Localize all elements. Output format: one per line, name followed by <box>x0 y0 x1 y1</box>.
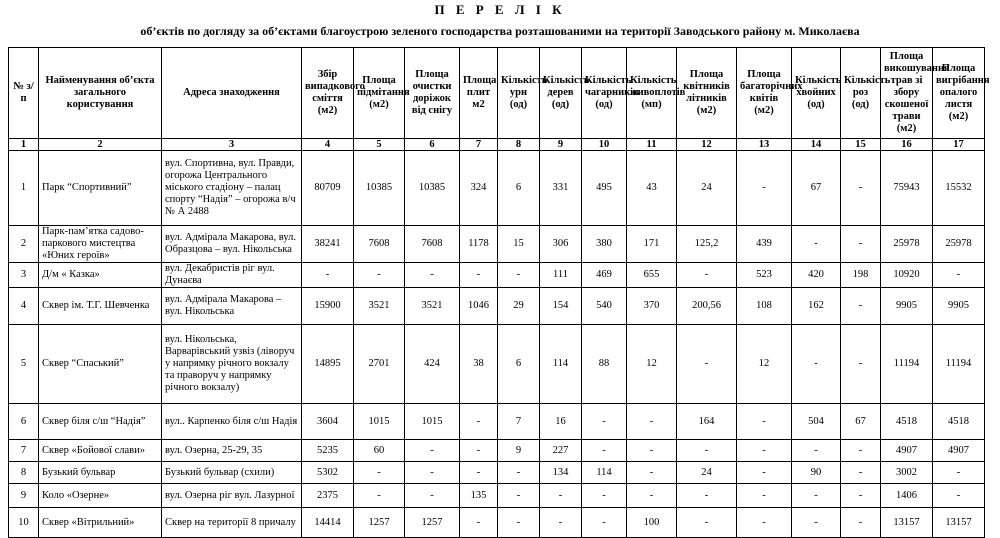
column-header: Кількість чагарників (од) <box>582 48 627 139</box>
document-title: П Е Р Е Л І К <box>434 2 566 17</box>
column-number: 15 <box>841 139 881 151</box>
column-number: 7 <box>460 139 498 151</box>
value-cell: - <box>582 404 627 440</box>
value-cell: 4907 <box>933 440 985 462</box>
value-cell: - <box>405 484 460 508</box>
value-cell: 495 <box>582 151 627 226</box>
header-row <box>9 48 985 139</box>
value-cell: - <box>677 508 737 538</box>
table-row <box>9 325 985 404</box>
column-header: Площа вигрібання опалого листя (м2) <box>933 48 985 139</box>
object-address: вул. Спортивна, вул. Правди, огорожа Центрального міського стадіону – палац спорту “Надія” – огорожа в/ч № А 2488 <box>162 151 302 226</box>
value-cell: 164 <box>677 404 737 440</box>
value-cell: - <box>933 462 985 484</box>
value-cell: 200,56 <box>677 288 737 325</box>
value-cell: 1178 <box>460 226 498 263</box>
value-cell: 9905 <box>933 288 985 325</box>
value-cell: - <box>627 440 677 462</box>
value-cell: - <box>677 263 737 288</box>
value-cell: - <box>737 462 792 484</box>
column-header: Найменування об’єкта загального користування <box>39 48 162 139</box>
value-cell: 38 <box>460 325 498 404</box>
value-cell: 198 <box>841 263 881 288</box>
value-cell: 7608 <box>354 226 405 263</box>
column-number: 17 <box>933 139 985 151</box>
value-cell: 25978 <box>881 226 933 263</box>
table-row <box>9 462 985 484</box>
table-body <box>9 151 985 538</box>
value-cell: 88 <box>582 325 627 404</box>
column-header: Площа квітників літників (м2) <box>677 48 737 139</box>
value-cell: 1406 <box>881 484 933 508</box>
value-cell: 380 <box>582 226 627 263</box>
object-name: Парк-пам’ятка садово-паркового мистецтва «Юних героїв» <box>39 226 162 263</box>
value-cell: 108 <box>737 288 792 325</box>
object-address: вул. Адмірала Макарова – вул. Нікольська <box>162 288 302 325</box>
value-cell: - <box>582 440 627 462</box>
value-cell: 90 <box>792 462 841 484</box>
value-cell: - <box>460 440 498 462</box>
value-cell: 13157 <box>881 508 933 538</box>
value-cell: - <box>792 226 841 263</box>
value-cell: - <box>841 440 881 462</box>
value-cell: - <box>498 462 540 484</box>
value-cell: 5302 <box>302 462 354 484</box>
value-cell: - <box>498 508 540 538</box>
value-cell: 5235 <box>302 440 354 462</box>
column-number-row <box>9 139 985 151</box>
object-name: Парк “Спортивний” <box>39 151 162 226</box>
column-number: 13 <box>737 139 792 151</box>
value-cell: 12 <box>627 325 677 404</box>
value-cell: - <box>841 508 881 538</box>
value-cell: 162 <box>792 288 841 325</box>
object-name: Сквер “Спаський” <box>39 325 162 404</box>
column-number: 5 <box>354 139 405 151</box>
object-name: Коло «Озерне» <box>39 484 162 508</box>
value-cell: 7608 <box>405 226 460 263</box>
value-cell: - <box>841 288 881 325</box>
value-cell: 125,2 <box>677 226 737 263</box>
value-cell: - <box>792 440 841 462</box>
table-row <box>9 508 985 538</box>
value-cell: - <box>841 484 881 508</box>
value-cell: - <box>627 462 677 484</box>
object-address: вул. Озерна ріг вул. Лазурної <box>162 484 302 508</box>
value-cell: - <box>460 508 498 538</box>
value-cell: - <box>737 508 792 538</box>
object-name: Д/м « Казка» <box>39 263 162 288</box>
value-cell: 14895 <box>302 325 354 404</box>
value-cell: - <box>627 484 677 508</box>
value-cell: - <box>405 462 460 484</box>
value-cell: - <box>460 263 498 288</box>
value-cell: 9905 <box>881 288 933 325</box>
value-cell: - <box>498 263 540 288</box>
value-cell: 1046 <box>460 288 498 325</box>
value-cell: 227 <box>540 440 582 462</box>
value-cell: 324 <box>460 151 498 226</box>
value-cell: - <box>933 263 985 288</box>
column-header: № з/п <box>9 48 39 139</box>
value-cell: - <box>737 404 792 440</box>
value-cell: 111 <box>540 263 582 288</box>
column-header: Площа очистки доріжок від снігу <box>405 48 460 139</box>
column-header: Кількість урн (од) <box>498 48 540 139</box>
value-cell: 134 <box>540 462 582 484</box>
value-cell: 80709 <box>302 151 354 226</box>
value-cell: 7 <box>498 404 540 440</box>
value-cell: 6 <box>498 151 540 226</box>
column-number: 3 <box>162 139 302 151</box>
value-cell: - <box>933 484 985 508</box>
value-cell: 655 <box>627 263 677 288</box>
row-number: 6 <box>9 404 39 440</box>
value-cell: - <box>354 462 405 484</box>
value-cell: 13157 <box>933 508 985 538</box>
value-cell: - <box>737 440 792 462</box>
value-cell: 4518 <box>881 404 933 440</box>
column-header: Площа плит м2 <box>460 48 498 139</box>
value-cell: 4907 <box>881 440 933 462</box>
value-cell: 10385 <box>354 151 405 226</box>
value-cell: - <box>792 484 841 508</box>
row-number: 2 <box>9 226 39 263</box>
object-address: вул. Озерна, 25-29, 35 <box>162 440 302 462</box>
value-cell: 2375 <box>302 484 354 508</box>
object-address: вул.. Карпенко біля с/ш Надія <box>162 404 302 440</box>
column-header: Кількість живоплотів (мп) <box>627 48 677 139</box>
value-cell: 16 <box>540 404 582 440</box>
value-cell: - <box>677 484 737 508</box>
column-header: Площа багаторічних квітів (м2) <box>737 48 792 139</box>
value-cell: 370 <box>627 288 677 325</box>
value-cell: - <box>677 440 737 462</box>
value-cell: - <box>540 484 582 508</box>
value-cell: 1257 <box>405 508 460 538</box>
value-cell: 3521 <box>354 288 405 325</box>
value-cell: 12 <box>737 325 792 404</box>
value-cell: 9 <box>498 440 540 462</box>
value-cell: - <box>737 484 792 508</box>
value-cell: - <box>540 508 582 538</box>
row-number: 9 <box>9 484 39 508</box>
row-number: 3 <box>9 263 39 288</box>
value-cell: - <box>354 263 405 288</box>
value-cell: 2701 <box>354 325 405 404</box>
value-cell: - <box>405 440 460 462</box>
column-header: Кількість роз (од) <box>841 48 881 139</box>
value-cell: 10385 <box>405 151 460 226</box>
value-cell: 60 <box>354 440 405 462</box>
object-address: Сквер на території 8 причалу <box>162 508 302 538</box>
value-cell: - <box>498 484 540 508</box>
value-cell: 3521 <box>405 288 460 325</box>
column-number: 8 <box>498 139 540 151</box>
value-cell: - <box>737 151 792 226</box>
column-header: Площа підмітання (м2) <box>354 48 405 139</box>
value-cell: 1257 <box>354 508 405 538</box>
value-cell: 11194 <box>881 325 933 404</box>
column-header: Збір випадкового сміття (м2) <box>302 48 354 139</box>
row-number: 5 <box>9 325 39 404</box>
object-name: Сквер «Вітрильний» <box>39 508 162 538</box>
value-cell: - <box>677 325 737 404</box>
object-name: Сквер біля с/ш “Надія” <box>39 404 162 440</box>
value-cell: 3604 <box>302 404 354 440</box>
value-cell: 38241 <box>302 226 354 263</box>
value-cell: 24 <box>677 462 737 484</box>
document-subtitle: об’єктів по догляду за об’єктами благоустрою зеленого господарства розташованими на території Заводського району м. Миколаєва <box>140 24 860 38</box>
value-cell: 14414 <box>302 508 354 538</box>
object-address: Бузький бульвар (схили) <box>162 462 302 484</box>
value-cell: - <box>354 484 405 508</box>
object-address: вул. Адмірала Макарова, вул. Образцова – вул. Нікольська <box>162 226 302 263</box>
value-cell: 67 <box>792 151 841 226</box>
value-cell: 420 <box>792 263 841 288</box>
value-cell: 10920 <box>881 263 933 288</box>
row-number: 10 <box>9 508 39 538</box>
value-cell: 24 <box>677 151 737 226</box>
value-cell: - <box>460 462 498 484</box>
column-header: Кількість хвойних (од) <box>792 48 841 139</box>
column-number: 11 <box>627 139 677 151</box>
column-number: 10 <box>582 139 627 151</box>
table-row <box>9 151 985 226</box>
column-number: 4 <box>302 139 354 151</box>
value-cell: 171 <box>627 226 677 263</box>
row-number: 8 <box>9 462 39 484</box>
value-cell: 469 <box>582 263 627 288</box>
value-cell: 29 <box>498 288 540 325</box>
table-row <box>9 263 985 288</box>
value-cell: 331 <box>540 151 582 226</box>
value-cell: 4518 <box>933 404 985 440</box>
table-row <box>9 440 985 462</box>
object-name: Бузький бульвар <box>39 462 162 484</box>
value-cell: - <box>792 508 841 538</box>
value-cell: 154 <box>540 288 582 325</box>
object-name: Сквер «Бойової слави» <box>39 440 162 462</box>
value-cell: 1015 <box>354 404 405 440</box>
table-row <box>9 484 985 508</box>
column-header: Адреса знаходження <box>162 48 302 139</box>
row-number: 7 <box>9 440 39 462</box>
column-number: 1 <box>9 139 39 151</box>
value-cell: - <box>582 484 627 508</box>
table-row <box>9 226 985 263</box>
value-cell: 424 <box>405 325 460 404</box>
value-cell: 1015 <box>405 404 460 440</box>
value-cell: 100 <box>627 508 677 538</box>
column-header: Кількість дерев (од) <box>540 48 582 139</box>
value-cell: 504 <box>792 404 841 440</box>
objects-table <box>8 47 990 538</box>
value-cell: - <box>460 404 498 440</box>
value-cell: - <box>841 151 881 226</box>
value-cell: 3002 <box>881 462 933 484</box>
value-cell: 43 <box>627 151 677 226</box>
value-cell: 11194 <box>933 325 985 404</box>
row-number: 1 <box>9 151 39 226</box>
value-cell: 135 <box>460 484 498 508</box>
value-cell: 6 <box>498 325 540 404</box>
value-cell: 114 <box>582 462 627 484</box>
object-name: Сквер ім. Т.Г. Шевченка <box>39 288 162 325</box>
value-cell: - <box>841 462 881 484</box>
value-cell: - <box>302 263 354 288</box>
value-cell: 540 <box>582 288 627 325</box>
table-row <box>9 404 985 440</box>
value-cell: - <box>792 325 841 404</box>
value-cell: 15532 <box>933 151 985 226</box>
value-cell: 306 <box>540 226 582 263</box>
value-cell: 15900 <box>302 288 354 325</box>
value-cell: - <box>841 226 881 263</box>
value-cell: 114 <box>540 325 582 404</box>
column-number: 9 <box>540 139 582 151</box>
value-cell: - <box>405 263 460 288</box>
table-row <box>9 288 985 325</box>
column-number: 16 <box>881 139 933 151</box>
column-number: 12 <box>677 139 737 151</box>
value-cell: 523 <box>737 263 792 288</box>
value-cell: 15 <box>498 226 540 263</box>
object-address: вул. Нікольська, Варварівський узвіз (ліворуч у напрямку річного вокзалу та праворуч у напрямку річного вокзалу) <box>162 325 302 404</box>
column-number: 14 <box>792 139 841 151</box>
row-number: 4 <box>9 288 39 325</box>
value-cell: - <box>841 325 881 404</box>
value-cell: 75943 <box>881 151 933 226</box>
object-address: вул. Декабристів ріг вул. Дунаєва <box>162 263 302 288</box>
column-header: Площа викошування трав зі збору скошеної трави (м2) <box>881 48 933 139</box>
value-cell: 67 <box>841 404 881 440</box>
value-cell: - <box>627 404 677 440</box>
value-cell: - <box>582 508 627 538</box>
column-number: 6 <box>405 139 460 151</box>
value-cell: 439 <box>737 226 792 263</box>
column-number: 2 <box>39 139 162 151</box>
value-cell: 25978 <box>933 226 985 263</box>
